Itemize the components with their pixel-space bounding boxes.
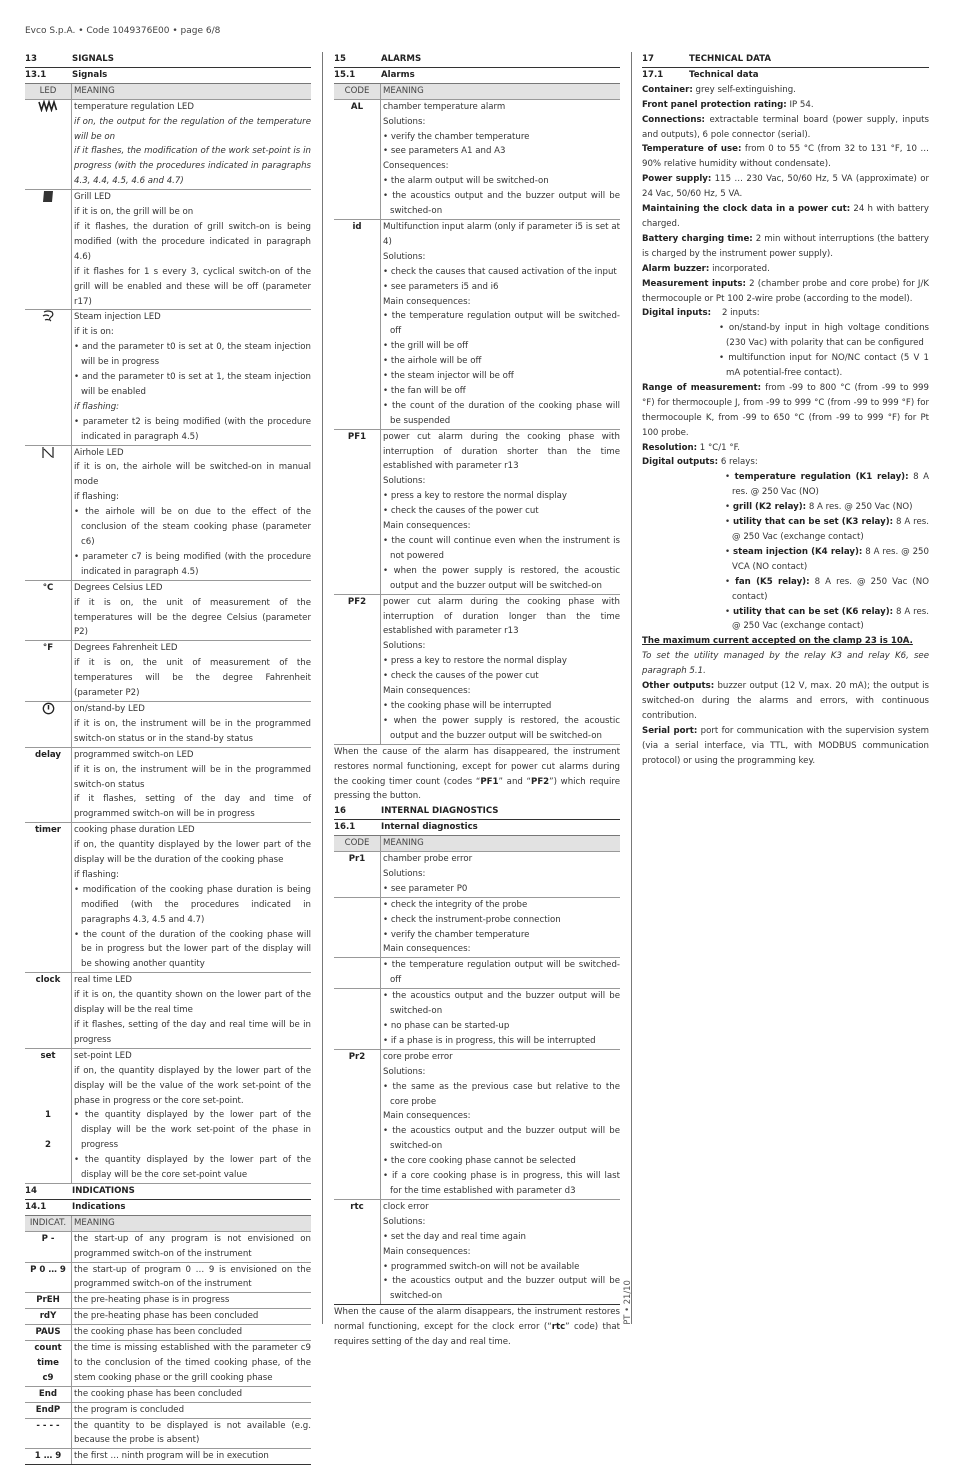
power-standby-icon xyxy=(42,702,55,715)
table-row: End the cooking phase has been concluded xyxy=(25,1387,311,1403)
table-row: clock real time LED if it is on, the quantity shown on the lower part of the display will be the real time if it flashes, setting of the day and real time will be in progress xyxy=(25,973,311,1049)
diagnostics-table-header: CODE MEANING xyxy=(334,836,620,852)
table-row: count time c9 the time is missing established with the parameter c9 to the conclusion of the timed cooking phase, of the stem cooking phase or the grill cooking phase xyxy=(25,1341,311,1387)
spec-relay-item: • steam injection (K4 relay): 8 A res. @ 250 VCA (NO contact) xyxy=(642,545,929,575)
section-14-heading: 14 INDICATIONS xyxy=(25,1184,311,1200)
table-row: EndP the program is concluded xyxy=(25,1403,311,1419)
alarms-table-header: CODE MEANING xyxy=(334,84,620,100)
spec-relay-item: • utility that can be set (K3 relay): 8 A res. @ 250 Vac (exchange contact) xyxy=(642,515,929,545)
page-header: Evco S.p.A. • Code 1049376E00 • page 6/8 xyxy=(25,26,221,36)
table-row: °C Degrees Celsius LED if it is on, the unit of measurement of the temperatures will be the degree Celsius (parameter P2) xyxy=(25,581,311,642)
table-row: id Multifunction input alarm (only if parameter i5 is set at 4) Solutions: • check the causes that caused activation of the input • see parameters i5 and i6 Main consequences: • the temperature regulation output will be switched-off • the grill will be off • the airhole will be off • the steam injector will be off • the fan will be off • the count of the duration of the cooking phase will be suspended xyxy=(334,220,620,430)
steam-injection-icon xyxy=(41,310,55,323)
section-16-1-heading: 16.1 Internal diagnostics xyxy=(334,820,620,836)
column-divider xyxy=(322,52,323,1324)
spec-input-item: • multifunction input for NO/NC contact (5 V 1 mA potential-free contact). xyxy=(642,351,929,381)
section-15-1-heading: 15.1 Alarms xyxy=(334,68,620,84)
spec-paragraph: Resolution: 1 °C/1 °F. xyxy=(642,442,740,453)
table-row: on/stand-by LED if it is on, the instrument will be in the programmed switch-on status or in the stand-by status xyxy=(25,702,311,748)
spec-paragraph: Alarm buzzer: incorporated. xyxy=(642,263,770,274)
max-current-warning: The maximum current accepted on the clamp 23 is 10A. xyxy=(642,636,913,647)
signals-table-header: LED MEANING xyxy=(25,84,311,100)
heating-resistor-icon xyxy=(38,100,58,112)
spec-relay-item: • temperature regulation (K1 relay): 8 A res. @ 250 Vac (NO) xyxy=(642,470,929,500)
spec-input-item: • on/stand-by input in high voltage conditions (230 Vac) with polarity that can be configured xyxy=(642,321,929,351)
table-row: - - - - the quantity to be displayed is not available (e.g. because the probe is absent) xyxy=(25,1419,311,1450)
alarm-restore-note: When the cause of the alarm has disappeared, the instrument restores normal functioning, except for power cut alarms during the cooking timer count (codes “PF1” and “PF2”) which require pressing the button. xyxy=(334,746,620,802)
section-16-heading: 16 INTERNAL DIAGNOSTICS xyxy=(334,804,620,820)
spec-paragraph: Power supply: 115 … 230 Vac, 50/60 Hz, 5 VA (approximate) or 24 Vac, 50/60 Hz, 5 VA. xyxy=(642,174,929,200)
table-row: 1 … 9 the first … ninth program will be in execution xyxy=(25,1449,311,1465)
table-row: • the temperature regulation output will be switched-off xyxy=(334,958,620,989)
table-row: Airhole LED if it is on, the airhole will be switched-on in manual mode if flashing: • the airhole will be on due to the effect of the conclusion of the steam cooking phase (parameter c6) • parameter c7 is being modified (with the procedure indicated in paragraph 4.5) xyxy=(25,446,311,581)
table-row: rtc clock error Solutions: • set the day and real time again Main consequences: • programmed switch-on will not be available • the acoustics output and the buzzer output will be switched-on xyxy=(334,1200,620,1305)
spec-paragraph: Connections: extractable terminal board (power supply, inputs and outputs), 6 pole connector (serial). xyxy=(642,114,929,140)
table-row: Grill LED if it is on, the grill will be on if it flashes, the duration of grill switch-on is being modified (with the procedure indicated in paragraph 4.6) if it flashes for 1 s every 3, cyclical switch-on of the grill will be enabled and these will be off (parameter r17) xyxy=(25,190,311,310)
table-row: set 1 2 set-point LED if on, the quantity displayed by the lower part of the display will be the value of the work set-point of the phase in progress or the core set-point. • the quantity displayed by the lower part of the display will be the work set-point of the phase in progress • the quantity displayed by the lower part of the display will be the core set-point value xyxy=(25,1049,311,1184)
spec-paragraph: Battery charging time: 2 min without interruptions (the battery is charged by the instrument power supply). xyxy=(642,233,929,259)
table-row: timer cooking phase duration LED if on, the quantity displayed by the lower part of the display will be the duration of the cooking phase if flashing: • modification of the cooking phase duration is being modified (with the procedures indicated in paragraphs 4.3, 4.5 and 4.7) • the count of the duration of the cooking phase will be in progress but the lower part of the display will be showing another quantity xyxy=(25,823,311,973)
spec-relay-item: • utility that can be set (K6 relay): 8 A res. @ 250 Vac (exchange contact) xyxy=(642,605,929,635)
spec-relay-item: • fan (K5 relay): 8 A res. @ 250 Vac (NO contact) xyxy=(642,575,929,605)
spec-paragraph: Temperature of use: from 0 to 55 °C (from 32 to 131 °F, 10 … 90% relative humidity without condensate). xyxy=(642,144,929,170)
spec-paragraph: Maintaining the clock data in a power cut: 24 h with battery charged. xyxy=(642,204,929,229)
table-row: Steam injection LED if it is on: • and the parameter t0 is set at 0, the steam injection will be in progress • and the parameter t0 is set at 1, the steam injection will be enabled if flashing: • parameter t2 is being modified (with the procedure indicated in paragraph 4.5) xyxy=(25,310,311,445)
spec-paragraph: Serial port: port for communication with the supervision system (via a serial interface, via TTL, with MODBUS communication protocol) or using the programming key. xyxy=(642,725,929,766)
spec-paragraph: Digital outputs: 6 relays: xyxy=(642,457,758,468)
grill-icon xyxy=(42,190,54,203)
table-row: • check the integrity of the probe • check the instrument-probe connection • verify the chamber temperature Main consequences: xyxy=(334,898,620,959)
table-row: PrEH the pre-heating phase is in progress xyxy=(25,1293,311,1309)
table-row: delay programmed switch-on LED if it is on, the instrument will be in the programmed switch-on status if it flashes, setting of the day and time of programmed switch-on will be in progress xyxy=(25,748,311,824)
section-17-1-heading: 17.1 Technical data xyxy=(642,69,759,80)
table-row: • the acoustics output and the buzzer output will be switched-on • no phase can be started-up • if a phase is in progress, this will be interrupted xyxy=(334,989,620,1050)
table-row: P 0 … 9 the start-up of program 0 … 9 is envisioned on the programmed switch-on of the instrument xyxy=(25,1263,311,1294)
table-row: P - the start-up of any program is not envisioned on programmed switch-on of the instrument xyxy=(25,1232,311,1263)
spec-paragraph: Range of measurement: from -99 to 800 °C (from -99 to 999 °F) for thermocouple J, from -99 to 999 °C (from -99 to 999 °F) for thermocouple K, from -99 to 650 °C (from -99 to 999 °F) for Pt 100 probe. xyxy=(642,382,929,438)
section-13-1-heading: 13.1 Signals xyxy=(25,68,311,84)
table-row: temperature regulation LED if on, the output for the regulation of the temperature will be on if it flashes, the modification of the work set-point is in progress (with the procedures indicated in paragraphs 4.3, 4.4, 4.5, 4.6 and 4.7) xyxy=(25,100,311,190)
table-row: Pr2 core probe error Solutions: • the same as the previous case but relative to the core probe Main consequences: • the acoustics output and the buzzer output will be switched-on • the core cooking phase cannot be selected • if a core cooking phase is in progress, this will last for the time established with parameter d3 xyxy=(334,1050,620,1200)
table-row: PF2 power cut alarm during the cooking phase with interruption of duration longer than the time established with parameter r13 Solutions: • press a key to restore the normal display • check the causes of the power cut Main consequences: • the cooking phase will be interrupted • when the power supply is restored, the acoustic output and the buzzer output will be switched-on xyxy=(334,595,620,745)
column-signals xyxy=(25,52,311,1465)
section-15-heading: 15 ALARMS xyxy=(334,52,620,68)
spec-paragraph: Other outputs: buzzer output (12 V, max. 20 mA); the output is switched-on during the alarms and errors, with continuous contribution. xyxy=(642,681,929,721)
spec-relay-item: • grill (K2 relay): 8 A res. @ 250 Vac (NO) xyxy=(642,500,929,515)
table-row: rdY the pre-heating phase has been concluded xyxy=(25,1309,311,1325)
diagnostics-restore-note: When the cause of the alarm disappears, the instrument restores normal functioning, except for the clock error (“rtc” code) that requires setting of the day and real time. xyxy=(334,1307,620,1348)
page-footer: PT • 21/10 xyxy=(621,1280,632,1325)
spec-paragraph: Measurement inputs: 2 (chamber probe and core probe) for J/K thermocouple or Pt 100 2-wire probe (according to the model). xyxy=(642,278,929,304)
table-row: PAUS the cooking phase has been concluded xyxy=(25,1325,311,1341)
table-row: Pr1 chamber probe error Solutions: • see parameter P0 xyxy=(334,852,620,898)
table-row: AL chamber temperature alarm Solutions: • verify the chamber temperature • see parameters A1 and A3 Consequences: • the alarm output will be switched-on • the acoustics output and the buzzer output will be switched-on xyxy=(334,100,620,220)
spec-paragraph: Front panel protection rating: IP 54. xyxy=(642,99,814,110)
airhole-icon xyxy=(41,446,55,459)
spec-digital-inputs: Digital inputs: 2 inputs: xyxy=(642,308,760,319)
spec-paragraph: Container: grey self-extinguishing. xyxy=(642,84,796,95)
table-row: PF1 power cut alarm during the cooking phase with interruption of duration shorter than the time established with parameter r13 Solutions: • press a key to restore the normal display • check the causes of the power cut Main consequences: • the count will continue even when the instrument is not powered • when the power supply is restored, the acoustic output and the buzzer output will be switched-on xyxy=(334,430,620,595)
table-row: °F Degrees Fahrenheit LED if it is on, the unit of measurement of the temperatures will be the degree Fahrenheit (parameter P2) xyxy=(25,641,311,702)
column-divider xyxy=(631,52,632,1324)
section-17-heading: 17 TECHNICAL DATA xyxy=(642,52,929,68)
utility-note: To set the utility managed by the relay K3 and relay K6, see paragraph 5.1. xyxy=(642,651,929,677)
column-technical-data xyxy=(642,52,929,769)
column-alarms xyxy=(334,52,620,1350)
section-14-1-heading: 14.1 Indications xyxy=(25,1200,311,1216)
indications-table-header: INDICAT. MEANING xyxy=(25,1216,311,1232)
section-13-heading: 13 SIGNALS xyxy=(25,52,311,68)
